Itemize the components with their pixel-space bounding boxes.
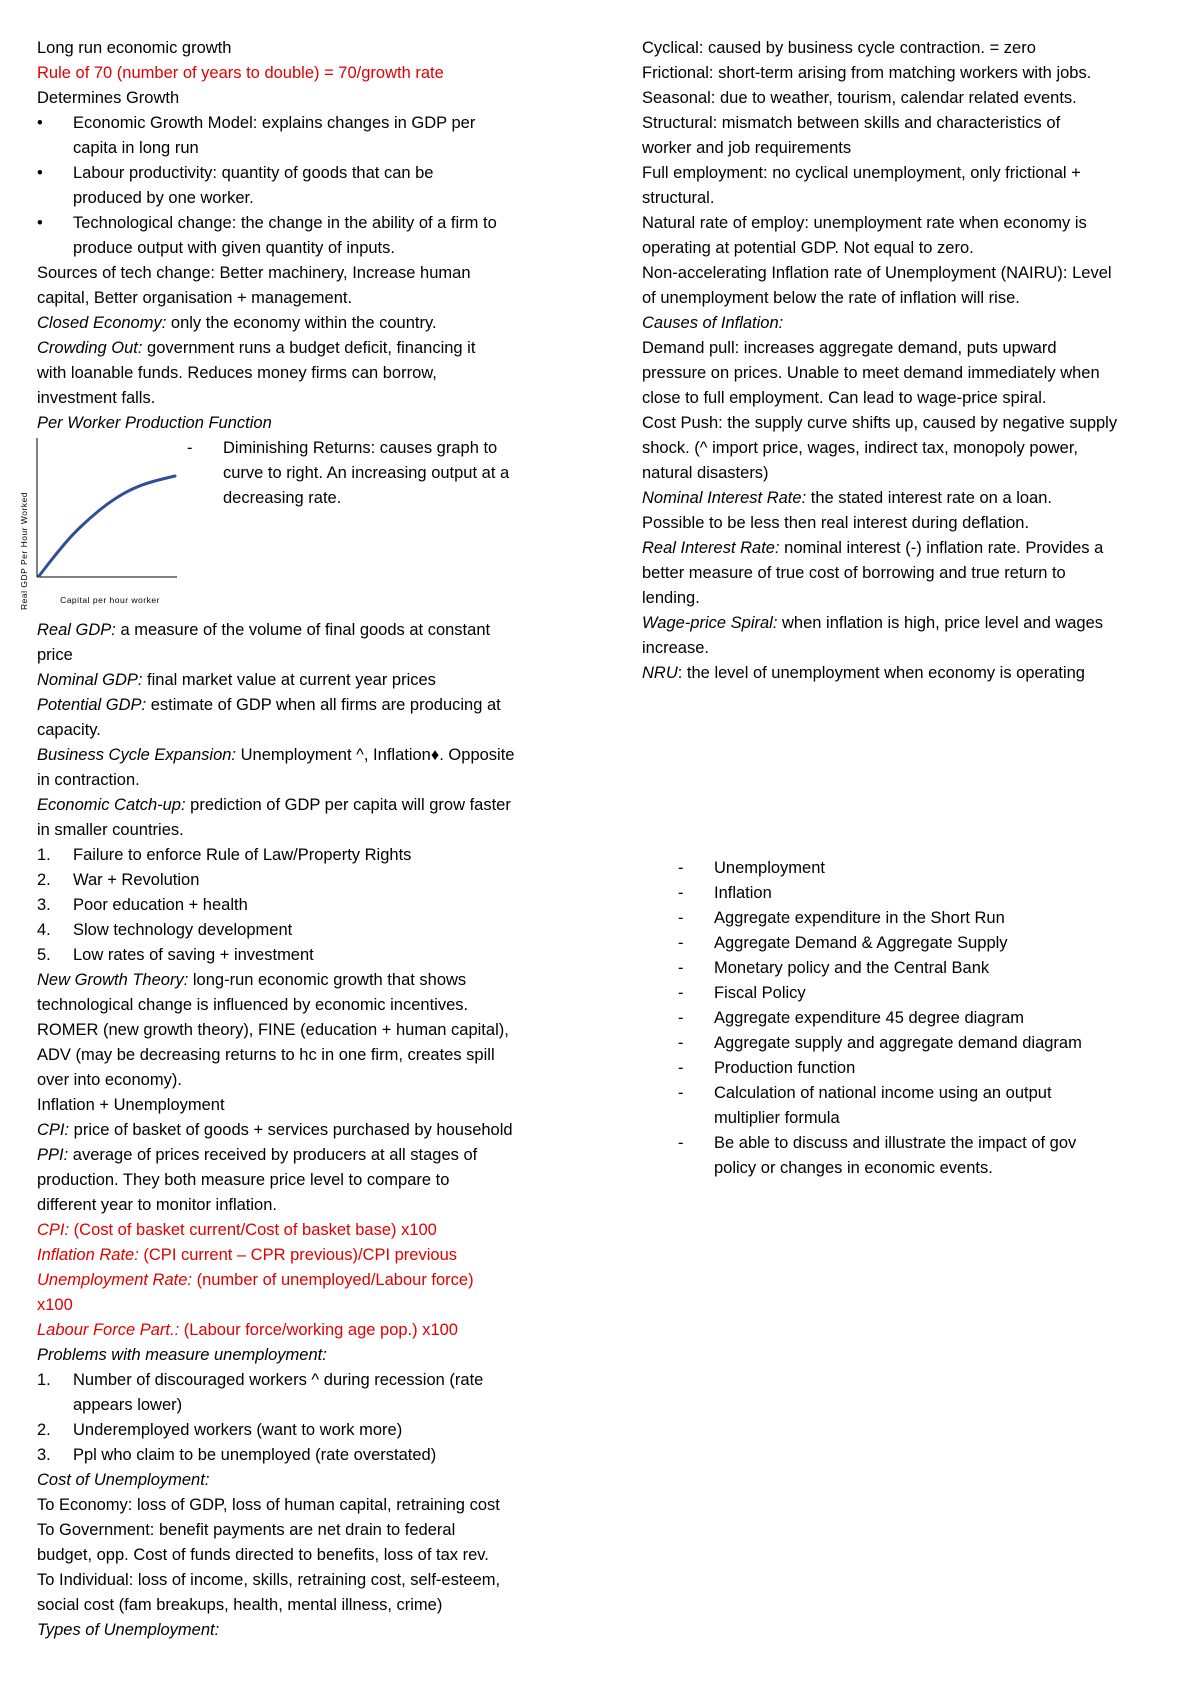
term: Wage-price Spiral: (642, 614, 778, 632)
cost-text: budget, opp. Cost of funds directed to benefits, loss of tax rev. (37, 1546, 489, 1564)
formula-line (37, 1318, 577, 1343)
diminishing-returns-note (187, 436, 567, 511)
item-number: 2. (37, 871, 51, 889)
topic-text: Production function (714, 1059, 856, 1077)
topic-text: Inflation (714, 884, 772, 902)
definition-text: Demand pull: increases aggregate demand, puts upward (642, 339, 1057, 357)
topic-text: policy or changes in economic events. (714, 1159, 993, 1177)
definition-text: Natural rate of employ: unemployment rate when economy is (642, 214, 1087, 232)
dash-icon: - (678, 1084, 684, 1102)
topic-text: Aggregate supply and aggregate demand diagram (714, 1034, 1082, 1052)
definition-text: Full employment: no cyclical unemployment, only frictional + (642, 164, 1081, 182)
definition-line (37, 336, 577, 361)
note-text: decreasing rate. (223, 489, 342, 507)
topic-item (642, 906, 1182, 931)
item-number: 1. (37, 1371, 51, 1389)
definition-text: production. They both measure price level to compare to (37, 1171, 450, 1189)
term: Nominal GDP: (37, 671, 143, 689)
bullet-text: produce output with given quantity of inputs. (73, 239, 395, 257)
topic-text: Be able to discuss and illustrate the impact of gov (714, 1134, 1077, 1152)
dash-icon: - (678, 934, 684, 952)
definition-text: operating at potential GDP. Not equal to zero. (642, 239, 974, 257)
topic-item (642, 1081, 1182, 1106)
definition-text: close to full employment. Can lead to wage-price spiral. (642, 389, 1047, 407)
term: New Growth Theory: (37, 971, 189, 989)
item-text: appears lower) (73, 1396, 183, 1414)
term: Economic Catch-up: (37, 796, 186, 814)
formula: (Labour force/working age pop.) x100 (179, 1321, 458, 1339)
definition: Unemployment ^, Inflation♦. Opposite (236, 746, 515, 764)
topic-item (642, 931, 1182, 956)
definition-text: increase. (642, 639, 709, 657)
definition-text: worker and job requirements (642, 139, 852, 157)
definition-text: technological change is influenced by economic incentives. (37, 996, 469, 1014)
definition-text: in contraction. (37, 771, 140, 789)
cost-text: To Economy: loss of GDP, loss of human capital, retraining cost (37, 1496, 500, 1514)
topic-text: Aggregate Demand & Aggregate Supply (714, 934, 1008, 952)
bullet-icon: • (37, 214, 43, 232)
dash-icon: - (678, 1059, 684, 1077)
left-column (19, 36, 577, 1643)
formula-term: CPI: (37, 1221, 70, 1239)
definition-line (642, 536, 1182, 561)
definition: prediction of GDP per capita will grow faster (185, 796, 511, 814)
definition-text: pressure on prices. Unable to meet demand immediately when (642, 364, 1100, 382)
item-text: Number of discouraged workers ^ during recession (rate (73, 1371, 484, 1389)
term: Real Interest Rate: (642, 539, 780, 557)
topic-text: Unemployment (714, 859, 825, 877)
formula: (number of unemployed/Labour force) (192, 1271, 474, 1289)
definition-text: investment falls. (37, 389, 156, 407)
topic-item (642, 1031, 1182, 1056)
term: CPI: (37, 1121, 70, 1139)
term: Nominal Interest Rate: (642, 489, 807, 507)
definition-text: Non-accelerating Inflation rate of Unemployment (NAIRU): Level (642, 264, 1112, 282)
topic-text: multiplier formula (714, 1109, 840, 1127)
dash-icon: - (678, 959, 684, 977)
numbered-item (37, 918, 577, 943)
subheading: Types of Unemployment: (37, 1621, 220, 1639)
dash-icon: - (678, 884, 684, 902)
definition-line (642, 611, 1182, 636)
formula: (CPI current – CPR previous)/CPI previous (138, 1246, 458, 1264)
topic-item (642, 956, 1182, 981)
bullet-text: Economic Growth Model: explains changes in GDP per (73, 114, 476, 132)
dash-icon: - (678, 1034, 684, 1052)
numbered-item (37, 893, 577, 918)
production-function-block (19, 436, 577, 618)
bullet-text: Labour productivity: quantity of goods that can be (73, 164, 434, 182)
bullet-item (37, 211, 577, 261)
item-text: Ppl who claim to be unemployed (rate overstated) (73, 1446, 437, 1464)
topics-list (642, 856, 1182, 1181)
definition: the stated interest rate on a loan. (806, 489, 1052, 507)
formula-term: Labour Force Part.: (37, 1321, 180, 1339)
definition: price of basket of goods + services purchased by household (69, 1121, 513, 1139)
subheading: Problems with measure unemployment: (37, 1346, 327, 1364)
definition-line (37, 793, 577, 818)
item-number: 1. (37, 846, 51, 864)
item-number: 3. (37, 896, 51, 914)
subheading: Cost of Unemployment: (37, 1471, 210, 1489)
formula-line (37, 1243, 577, 1268)
y-axis-label: Real GDP Per Hour Worked (19, 492, 29, 610)
definition-text: shock. (^ import price, wages, indirect tax, monopoly power, (642, 439, 1079, 457)
formula-term: Unemployment Rate: (37, 1271, 192, 1289)
topic-item (642, 856, 1182, 881)
definition-line (37, 1118, 577, 1143)
definition: average of prices received by producers at all stages of (68, 1146, 478, 1164)
definition-text: structural. (642, 189, 715, 207)
rule-of-70-formula: Rule of 70 (number of years to double) = 70/growth rate (37, 64, 444, 82)
topic-item (642, 1131, 1182, 1156)
sources-text: capital, Better organisation + management. (37, 289, 353, 307)
definition-text: ADV (may be decreasing returns to hc in one firm, creates spill (37, 1046, 495, 1064)
section-title: Long run economic growth (37, 39, 232, 57)
sources-text: Sources of tech change: Better machinery, Increase human (37, 264, 471, 282)
bullet-text: capita in long run (73, 139, 199, 157)
term: NRU (642, 664, 678, 682)
definition: government runs a budget deficit, financing it (142, 339, 476, 357)
topic-text: Calculation of national income using an output (714, 1084, 1052, 1102)
definition-text: over into economy). (37, 1071, 182, 1089)
bullet-icon: • (37, 114, 43, 132)
topic-text: Fiscal Policy (714, 984, 806, 1002)
subheading: Inflation + Unemployment (37, 1096, 225, 1114)
numbered-item (37, 1418, 577, 1443)
definition: final market value at current year prices (142, 671, 436, 689)
definition-line (642, 486, 1182, 511)
numbered-item (37, 1443, 577, 1468)
item-number: 2. (37, 1421, 51, 1439)
term: PPI: (37, 1146, 69, 1164)
dash-icon: - (187, 439, 193, 457)
definition: a measure of the volume of final goods at constant (115, 621, 491, 639)
definition-text: price (37, 646, 73, 664)
definition-text: with loanable funds. Reduces money firms can borrow, (37, 364, 437, 382)
cost-text: social cost (fam breakups, health, mental illness, crime) (37, 1596, 443, 1614)
item-text: Failure to enforce Rule of Law/Property Rights (73, 846, 412, 864)
formula-text: x100 (37, 1296, 73, 1314)
definition-text: Cyclical: caused by business cycle contraction. = zero (642, 39, 1036, 57)
definition-line (37, 968, 577, 993)
topic-item (642, 1106, 1182, 1131)
definition: nominal interest (-) inflation rate. Provides a (779, 539, 1104, 557)
definition-line (642, 661, 1182, 686)
dash-icon: - (678, 909, 684, 927)
definition-text: in smaller countries. (37, 821, 184, 839)
dash-icon: - (678, 1134, 684, 1152)
term: Business Cycle Expansion: (37, 746, 237, 764)
definition-text: ROMER (new growth theory), FINE (education + human capital), (37, 1021, 509, 1039)
definition-text: Seasonal: due to weather, tourism, calendar related events. (642, 89, 1077, 107)
item-text: Slow technology development (73, 921, 293, 939)
definition-text: of unemployment below the rate of inflation will rise. (642, 289, 1020, 307)
note-text: Diminishing Returns: causes graph to (223, 439, 498, 457)
bullet-icon: • (37, 164, 43, 182)
topic-text: Aggregate expenditure in the Short Run (714, 909, 1005, 927)
dash-icon: - (678, 984, 684, 1002)
term: Closed Economy: (37, 314, 167, 332)
item-number: 3. (37, 1446, 51, 1464)
x-axis-label: Capital per hour worker (60, 595, 160, 605)
term: Crowding Out: (37, 339, 143, 357)
item-text: Underemployed workers (want to work more) (73, 1421, 403, 1439)
definition-text: Structural: mismatch between skills and characteristics of (642, 114, 1061, 132)
formula-line (37, 1268, 577, 1293)
definition-line (37, 668, 577, 693)
definition-text: capacity. (37, 721, 101, 739)
numbered-item (37, 943, 577, 968)
definition: only the economy within the country. (166, 314, 437, 332)
formula-term: Inflation Rate: (37, 1246, 139, 1264)
definition-text: Possible to be less then real interest during deflation. (642, 514, 1030, 532)
numbered-item (37, 1368, 577, 1418)
right-column (642, 36, 1182, 686)
definition-line (37, 618, 577, 643)
topic-item (642, 1006, 1182, 1031)
subheading: Causes of Inflation: (642, 314, 784, 332)
cost-text: To Individual: loss of income, skills, retraining cost, self-esteem, (37, 1571, 501, 1589)
definition-text: different year to monitor inflation. (37, 1196, 277, 1214)
topic-item (642, 881, 1182, 906)
definition-line (37, 693, 577, 718)
dash-icon: - (678, 859, 684, 877)
formula: (Cost of basket current/Cost of basket base) x100 (69, 1221, 437, 1239)
topic-item (642, 1156, 1182, 1181)
topic-item (642, 1056, 1182, 1081)
cost-text: To Government: benefit payments are net drain to federal (37, 1521, 456, 1539)
item-text: Poor education + health (73, 896, 248, 914)
note-text: curve to right. An increasing output at a (223, 464, 510, 482)
numbered-item (37, 868, 577, 893)
production-curve (39, 476, 175, 576)
definition-text: Cost Push: the supply curve shifts up, caused by negative supply (642, 414, 1118, 432)
definition: : the level of unemployment when economy is operating (677, 664, 1085, 682)
definition-text: better measure of true cost of borrowing and true return to (642, 564, 1066, 582)
definition: estimate of GDP when all firms are producing at (146, 696, 501, 714)
definition-line (37, 1143, 577, 1168)
definition-text: lending. (642, 589, 700, 607)
item-text: Low rates of saving + investment (73, 946, 314, 964)
definition: when inflation is high, price level and wages (777, 614, 1104, 632)
definition-text: Frictional: short-term arising from matching workers with jobs. (642, 64, 1092, 82)
topic-text: Aggregate expenditure 45 degree diagram (714, 1009, 1025, 1027)
dash-icon: - (678, 1009, 684, 1027)
definition-line (37, 743, 577, 768)
bullet-text: Technological change: the change in the ability of a firm to (73, 214, 497, 232)
topic-item (642, 981, 1182, 1006)
definition: long-run economic growth that shows (188, 971, 467, 989)
bullet-text: produced by one worker. (73, 189, 254, 207)
bullet-item (37, 111, 577, 161)
term: Real GDP: (37, 621, 116, 639)
definition-text: natural disasters) (642, 464, 769, 482)
formula-line (37, 1218, 577, 1243)
bullet-item (37, 161, 577, 211)
chart-heading: Per Worker Production Function (37, 414, 272, 432)
numbered-item (37, 843, 577, 868)
item-number: 5. (37, 946, 51, 964)
determines-growth-heading: Determines Growth (37, 89, 180, 107)
item-text: War + Revolution (73, 871, 200, 889)
item-number: 4. (37, 921, 51, 939)
term: Potential GDP: (37, 696, 147, 714)
definition-line (37, 311, 577, 336)
topic-text: Monetary policy and the Central Bank (714, 959, 990, 977)
